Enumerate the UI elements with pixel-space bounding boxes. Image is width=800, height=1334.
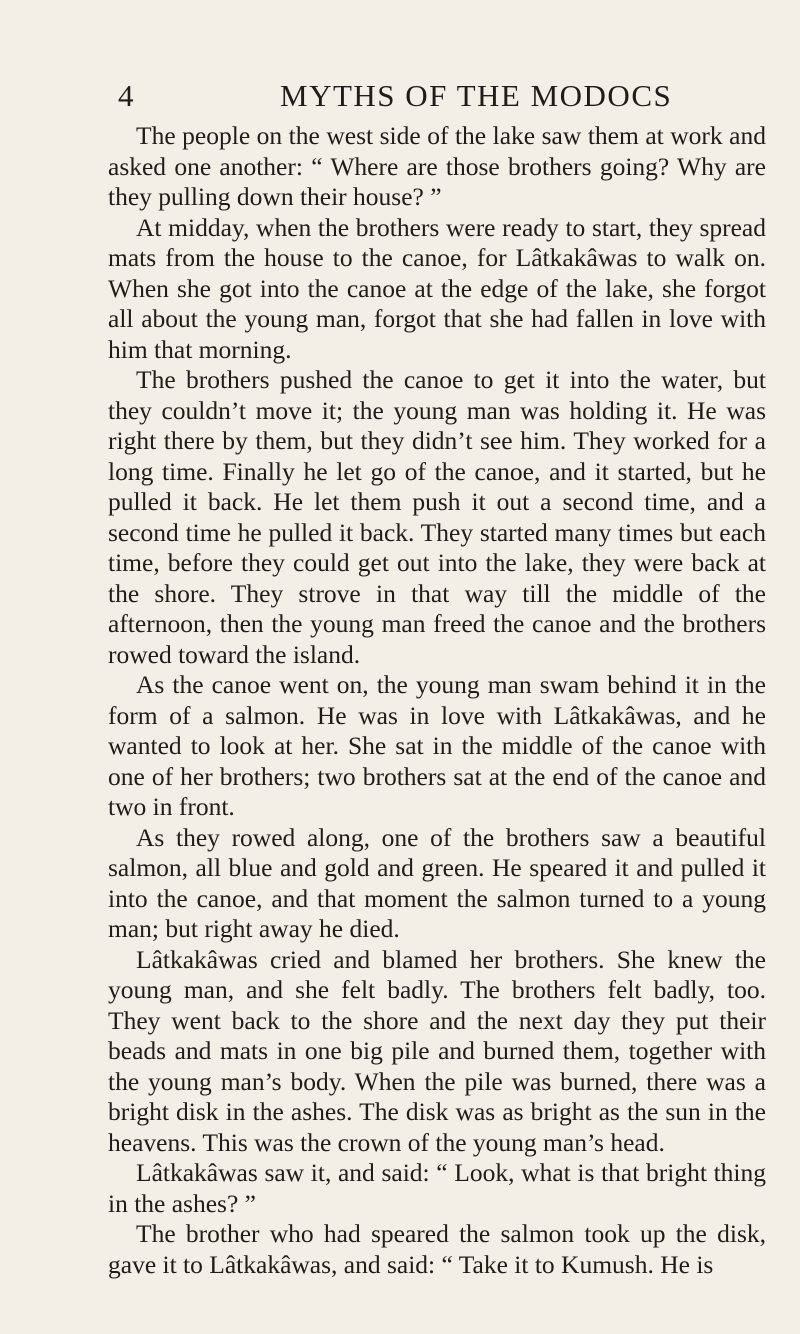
page-header <box>0 78 800 118</box>
paragraph-4: As the canoe went on, the young man swam behind it in the form of a salmon. He was in love with Lâtkakâwas, and he wanted to look at her. She sat in the middle of the canoe with one of her brothers; two brothers sat at the end of the canoe and two in front. <box>108 670 766 821</box>
running-head: MYTHS OF THE MODOCS <box>280 78 673 113</box>
paragraph-6: Lâtkakâwas cried and blamed her brothers. She knew the young man, and she felt badly. The brothers felt badly, too. They went back to the shore and the next day they put their beads and mats in one big pile and burned them, together with the young man’s body. When the pile was burned, there was a bright disk in the ashes. The disk was as bright as the sun in the heavens. This was the crown of the young man’s head. <box>108 944 766 1157</box>
paragraph-7: Lâtkakâwas saw it, and said: “ Look, what is that bright thing in the ashes? ” <box>108 1158 766 1218</box>
body-text <box>108 121 766 1280</box>
page-number: 4 <box>118 78 134 113</box>
paragraph-2: At midday, when the brothers were ready to start, they spread mats from the house to the canoe, for Lâtkakâwas to walk on. When she got into the canoe at the edge of the lake, she forgot all about the young man, forgot that she had fallen in love with him that morning. <box>108 212 766 364</box>
paragraph-1: The people on the west side of the lake saw them at work and asked one another: “ Where are those brothers going? Why are they pulling down their house? ” <box>108 121 766 211</box>
paragraph-8: The brother who had speared the salmon took up the disk, gave it to Lâtkakâwas, and said: “ Take it to Kumush. He is <box>108 1219 766 1279</box>
paragraph-3: The brothers pushed the canoe to get it into the water, but they couldn’t move it; the young man was holding it. He was right there by them, but they didn’t see him. They worked for a long time. Finally he let go of the canoe, and it started, but he pulled it back. He let them push it out a second time, and a second time he pulled it back. They started many times but each time, before they could get out into the lake, they were back at the shore. They strove in that way till the middle of the afternoon, then the young man freed the canoe and the brothers rowed toward the island. <box>108 365 766 669</box>
paragraph-5: As they rowed along, one of the brothers saw a beautiful salmon, all blue and gold and green. He speared it and pulled it into the canoe, and that moment the salmon turned to a young man; but right away he died. <box>108 822 766 943</box>
